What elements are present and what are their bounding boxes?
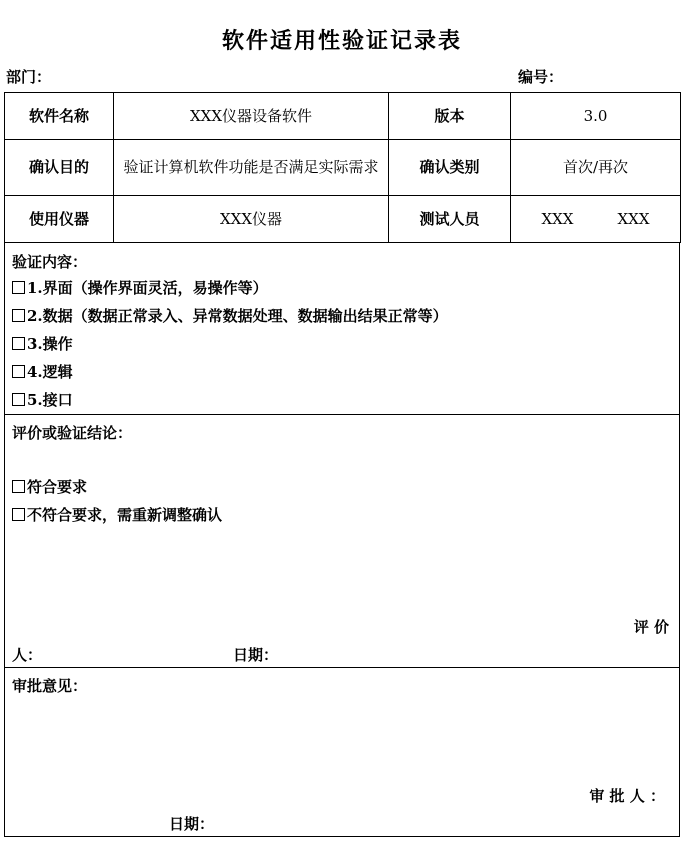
verification-item: 3.操作 (12, 333, 73, 354)
conclusion-heading: 评价或验证结论： (12, 424, 133, 442)
option-pass: 符合要求 (12, 476, 87, 497)
checkbox[interactable] (12, 508, 25, 521)
tester-value (511, 196, 681, 243)
table-row (5, 140, 681, 196)
approval-heading: 审批意见： (12, 677, 88, 695)
approver-label: 审 批 人 ： (589, 787, 665, 805)
type-value: 首次/再次 (511, 140, 681, 196)
checkbox[interactable] (12, 337, 25, 350)
type-label: 确认类别 (389, 140, 511, 196)
option-fail: 不符合要求，需重新调整确认 (12, 504, 222, 525)
page-title: 软件适用性验证记录表 (221, 28, 462, 54)
evaluator-label: 评 价 (633, 618, 669, 636)
version-label: 版本 (389, 93, 511, 140)
table-row (5, 196, 681, 243)
conclusion-section (4, 414, 680, 668)
evaluator-label-cont: 人： (12, 646, 43, 664)
verification-item: 2.数据（数据正常录入、异常数据处理、数据输出结果正常等） (12, 305, 448, 326)
checkbox[interactable] (12, 365, 25, 378)
instrument-label: 使用仪器 (5, 196, 114, 243)
verification-item: 1.界面（操作界面灵活，易操作等） (12, 277, 268, 298)
purpose-value: 验证计算机软件功能是否满足实际需求 (114, 140, 389, 196)
approval-date-label: 日期： (169, 815, 215, 833)
verification-heading: 验证内容： (12, 253, 88, 271)
verification-section (4, 243, 680, 415)
software-name-value: XXX仪器设备软件 (114, 93, 389, 140)
checkbox[interactable] (12, 393, 25, 406)
version-value: 3.0 (511, 93, 681, 140)
approval-section (4, 667, 680, 837)
number-label: 编号： (518, 68, 564, 86)
tester-2: XXX (617, 209, 650, 228)
info-table (4, 92, 681, 243)
software-name-label: 软件名称 (5, 93, 114, 140)
tester-label: 测试人员 (389, 196, 511, 243)
tester-1: XXX (541, 209, 574, 228)
verification-item: 4.逻辑 (12, 361, 73, 382)
verification-item: 5.接口 (12, 389, 73, 410)
department-label: 部门： (6, 68, 52, 86)
table-row (5, 93, 681, 140)
checkbox[interactable] (12, 309, 25, 322)
instrument-value: XXX仪器 (114, 196, 389, 243)
checkbox[interactable] (12, 480, 25, 493)
checkbox[interactable] (12, 281, 25, 294)
purpose-label: 确认目的 (5, 140, 114, 196)
evaluation-date-label: 日期： (233, 646, 279, 664)
